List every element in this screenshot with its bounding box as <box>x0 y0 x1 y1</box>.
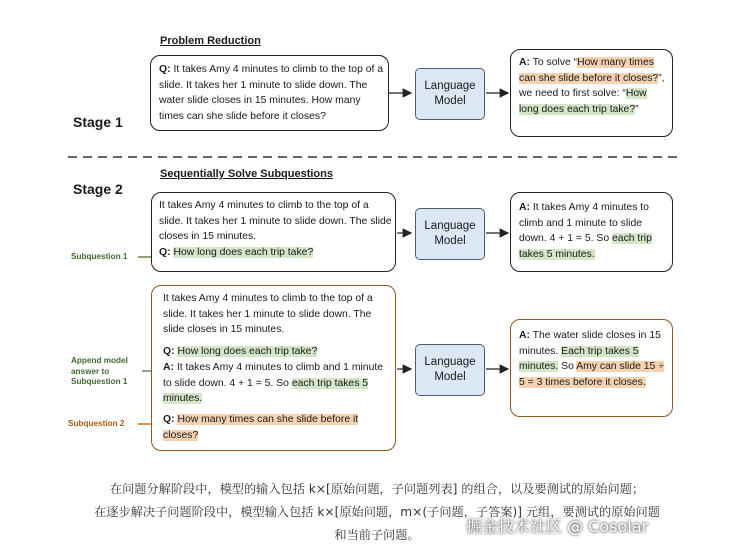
subquestion-2-label: Subquestion 2 <box>68 419 125 428</box>
append-answer-label: Append model answer to Subquestion 1 <box>71 356 128 386</box>
stage1-heading: Problem Reduction <box>160 35 261 47</box>
row2-answer <box>519 328 669 390</box>
row2-subq1 <box>163 344 393 360</box>
language-model-label: Language Model <box>424 220 476 247</box>
a-prefix: A: <box>519 202 530 213</box>
final-answer-highlight: Amy can slide 15 ÷ 5 = 3 times before it closes. <box>519 361 664 388</box>
q-prefix: Q: <box>159 246 171 258</box>
subquestion-1-highlight: How long does each trip take? <box>177 346 318 357</box>
row2-output-box <box>510 319 673 417</box>
caption-line-3: 和当前子问题。 <box>334 528 420 542</box>
a-prefix: A: <box>519 330 530 341</box>
row1-input-box <box>151 192 396 272</box>
answer-text: ” <box>635 103 639 115</box>
answer-text: The water slide closes in 15 minutes. <box>519 330 661 357</box>
stage1-question-text: It takes Amy 4 minutes to climb to the top of a slide. It takes her 1 minute to slide down. The water slide closes in 15 minutes. How many times can she slide before it closes? <box>159 64 384 122</box>
stage1-label: Stage 1 <box>73 114 123 130</box>
row2-context-text: It takes Amy 4 minutes to climb to the top of a slide. It takes her 1 minute to slide down. The slide closes in 15 minutes. <box>163 293 373 336</box>
answer-1-highlight: Each trip takes 5 minutes. <box>519 345 639 373</box>
row1-answer <box>519 200 669 262</box>
answer-text: It takes Amy 4 minutes to climb and 1 minute to slide down. 4 + 1 = 5. So <box>163 362 384 389</box>
row1-output-box <box>510 192 673 272</box>
caption-line-2: 在逐步解决子问题阶段中，模型输入包括 k×[原始问题，m×(子问题，子答案)] 元组，要测试的原始问题 <box>94 505 660 519</box>
q-prefix: Q: <box>163 414 175 425</box>
stage1-question <box>159 62 385 124</box>
stage1-answer <box>519 55 669 117</box>
language-model-label: Language Model <box>424 80 476 107</box>
stage1-input-box <box>150 55 389 131</box>
a-prefix: A: <box>519 57 530 68</box>
row1-input-text <box>159 198 393 260</box>
stage2-label: Stage 2 <box>73 181 123 197</box>
caption-line-1: 在问题分解阶段中，模型的输入包括 k×[原始问题，子问题列表] 的组合，以及要测试的原始问题； <box>109 482 645 496</box>
stage1-output-box <box>510 49 673 137</box>
stage2-heading: Sequentially Solve Subquestions <box>160 168 333 180</box>
row2-input-box <box>151 285 396 451</box>
q-prefix: Q: <box>159 64 171 75</box>
row1-context: It takes Amy 4 minutes to climb to the top of a slide. It takes her 1 minute to slide down. The slide closes in 15 minutes. <box>159 200 392 243</box>
watermark: 掘金技术社区 @ Cosolar <box>466 517 649 536</box>
row2-context <box>163 291 393 338</box>
row1-language-model <box>415 208 485 260</box>
answer-1-highlight: each trip takes 5 minutes. <box>519 233 652 260</box>
answer-text: To solve “ <box>532 57 578 68</box>
original-question-highlight: How many times can she slide before it closes? <box>519 57 659 84</box>
language-model-label: Language Model <box>424 356 476 383</box>
row2-answer1 <box>163 360 393 407</box>
row2-subq2 <box>163 412 393 443</box>
answer-text: So <box>561 361 574 373</box>
answer-1-highlight: each trip takes 5 minutes. <box>163 377 369 405</box>
q-prefix: Q: <box>163 346 175 357</box>
stage1-language-model <box>415 68 485 120</box>
answer-text: It takes Amy 4 minutes to climb and 1 minute to slide down. 4 + 1 = 5. So <box>519 202 649 245</box>
subquestion-2-highlight: How many times can she slide before it closes? <box>163 414 359 441</box>
row2-language-model <box>415 344 485 396</box>
subquestion-1-label: Subquestion 1 <box>71 252 128 261</box>
subquestion-1-highlight: How long does each trip take? <box>173 246 314 258</box>
a-prefix: A: <box>163 362 174 373</box>
subquestion-highlight: How long does each trip take? <box>519 88 647 115</box>
answer-text: ”, we need to first solve: “ <box>519 72 665 100</box>
